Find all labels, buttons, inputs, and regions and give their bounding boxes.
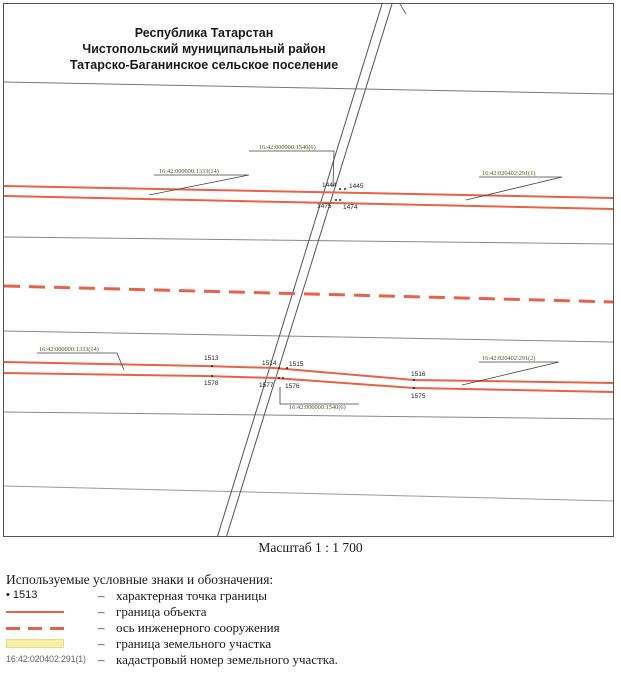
- point-marker-1578: [211, 375, 213, 377]
- object-boundary-upper-2: [4, 196, 614, 209]
- legend-row-object-boundary: [6, 604, 606, 620]
- header-region: Республика Татарстан: [134, 26, 274, 40]
- legend-text-engineering-axis: ось инженерного сооружения: [116, 620, 280, 635]
- header-settlement: Татарско-Баганинское сельское поселение: [69, 58, 339, 72]
- point-marker-1576: [282, 377, 284, 379]
- legend-dash: –: [98, 604, 105, 619]
- point-marker-1475: [335, 199, 337, 201]
- legend-row-land-boundary: [6, 636, 606, 652]
- legend-text-point: характерная точка границы: [116, 588, 267, 603]
- engineering-axis: [4, 286, 614, 302]
- cadastral-label-bottom-center: 16:42:000000:1540(6): [289, 404, 346, 411]
- point-marker-1516: [413, 379, 415, 381]
- map-canvas: [4, 4, 614, 537]
- scale-label: Масштаб 1 : 1 700: [258, 540, 363, 555]
- legend-symbol-point: [6, 588, 64, 604]
- point-marker-1575: [413, 387, 415, 389]
- point-label-1516: 1516: [411, 371, 426, 378]
- road-edge-left: [217, 4, 382, 537]
- parcel-line-lowest: [4, 486, 614, 501]
- point-label-1576: 1576: [285, 383, 300, 390]
- point-label-1577: 1577: [259, 382, 274, 389]
- point-label-1514: 1514: [262, 360, 277, 367]
- point-label-1444: 1444: [322, 182, 337, 189]
- header-district: Чистопольский муниципальный район: [82, 42, 326, 56]
- parcel-line-mid-lower: [4, 331, 614, 342]
- point-marker-1444: [339, 188, 341, 190]
- leader-top-left: [149, 175, 249, 195]
- legend-title: Используемые условные знаки и обозначения:: [6, 572, 274, 587]
- road-top-stub: [400, 4, 406, 14]
- cadastral-label-bottom-left: 16:42:000000:1333(14): [39, 346, 99, 353]
- object-boundary-upper-1: [4, 186, 614, 198]
- point-marker-1445: [344, 188, 346, 190]
- legend-row-cadastral-number: [6, 652, 606, 668]
- map-frame: [3, 3, 614, 537]
- parcel-line-top: [4, 82, 614, 94]
- parcel-line-bottom: [4, 412, 614, 419]
- legend-cadastral-sample: 16:42:020402:291(1): [6, 654, 86, 664]
- cadastral-label-bottom-right: 16:42:020402:291(2): [482, 355, 536, 362]
- point-marker-1513: [211, 365, 213, 367]
- cadastral-label-top-right: 16:42:020402:291(1): [482, 170, 536, 177]
- legend-dash: –: [98, 620, 105, 635]
- point-marker-1577: [278, 377, 280, 379]
- legend-row-engineering-axis: [6, 620, 606, 636]
- legend-row-point: [6, 588, 606, 604]
- legend-point-sample: • 1513: [6, 589, 38, 601]
- cadastral-label-top-left: 16:42:000000:1333(14): [159, 168, 219, 175]
- legend-text-object-boundary: граница объекта: [116, 604, 207, 619]
- legend-dash: –: [98, 588, 105, 603]
- legend-symbol-object-boundary: [6, 604, 64, 620]
- point-label-1445: 1445: [349, 183, 364, 190]
- cadastral-label-top-center: 16:42:000000:1540(6): [259, 144, 316, 151]
- legend-text-land-boundary: граница земельного участка: [116, 636, 272, 651]
- point-marker-1515: [286, 367, 288, 369]
- point-label-1578: 1578: [204, 380, 219, 387]
- legend-dash: –: [98, 652, 105, 667]
- point-marker-1474: [339, 199, 341, 201]
- point-marker-1514: [278, 367, 280, 369]
- road-edge-right: [226, 4, 392, 537]
- leader-bottom-left: [37, 353, 124, 370]
- legend-text-cadastral-number: кадастровый номер земельного участка.: [116, 652, 338, 667]
- point-label-1575: 1575: [411, 393, 426, 400]
- point-label-1513: 1513: [204, 355, 219, 362]
- point-label-1515: 1515: [289, 361, 304, 368]
- legend-symbol-engineering-axis: [6, 620, 64, 636]
- point-label-1474: 1474: [343, 204, 358, 211]
- legend-symbol-cadastral-number: [6, 652, 86, 668]
- point-label-1475: 1475: [317, 203, 332, 210]
- legend-symbol-land-boundary: [6, 636, 64, 652]
- legend-dash: –: [98, 636, 105, 651]
